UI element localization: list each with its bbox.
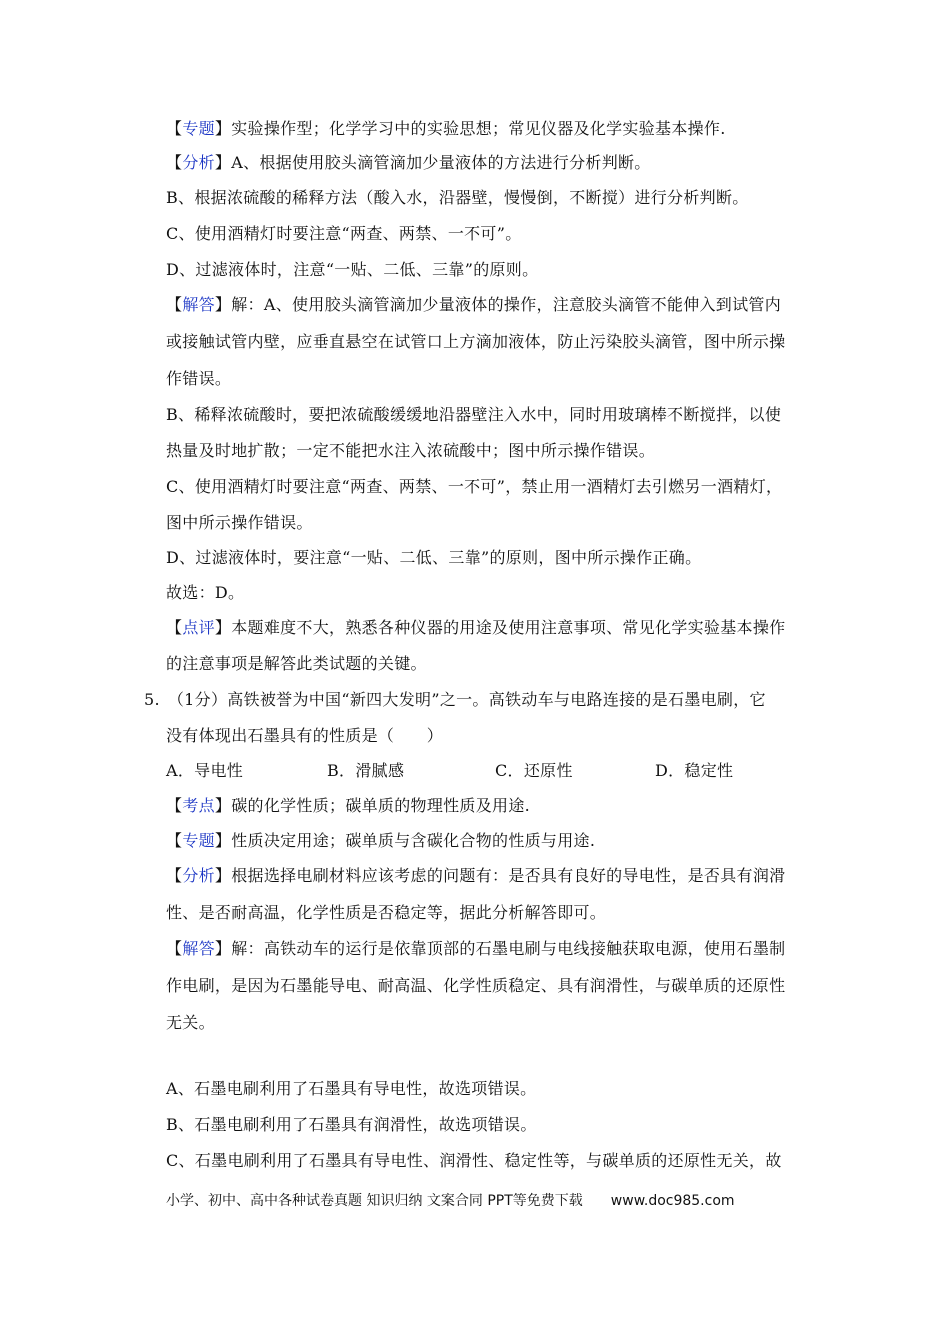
answer-text-line: 故选：D。 <box>166 583 245 602</box>
analysis-tag: 分析 <box>182 866 215 885</box>
answer-text-line: C、石墨电刷利用了石墨具有导电性、润滑性、稳定性等，与碳单质的还原性无关，故 <box>166 1151 782 1170</box>
comment-line: 【点评】本题难度不大，熟悉各种仪器的用途及使用注意事项、常见化学实验基本操作 <box>166 618 786 637</box>
answer-text-line: D、过滤液体时，要注意“一贴、二低、三靠”的原则，图中所示操作正确。 <box>166 548 702 567</box>
answer-text-line: A、石墨电刷利用了石墨具有导电性，故选项错误。 <box>166 1079 537 1098</box>
option-c: C．还原性 <box>495 761 573 780</box>
option-a: A．导电性 <box>166 761 244 780</box>
analysis-tag: 分析 <box>182 153 215 172</box>
question-stem-line: 没有体现出石墨具有的性质是（ ） <box>166 726 444 745</box>
answer-text-line: 作错误。 <box>166 369 232 388</box>
topic-tag: 专题 <box>182 831 215 850</box>
answer-text-line: 热量及时地扩散；一定不能把水注入浓硫酸中；图中所示操作错误。 <box>166 441 656 460</box>
answer-text-line: 图中所示操作错误。 <box>166 513 313 532</box>
answer-text-line: 作电刷，是因为石墨能导电、耐高温、化学性质稳定、具有润滑性，与碳单质的还原性 <box>166 976 786 995</box>
topic-line: 【专题】实验操作型；化学学习中的实验思想；常见仪器及化学实验基本操作. <box>166 119 726 138</box>
analysis-text-line: B、根据浓硫酸的稀释方法（酸入水，沿器壁，慢慢倒，不断搅）进行分析判断。 <box>166 188 749 207</box>
question-number: 5. <box>144 690 160 709</box>
analysis-text: 根据选择电刷材料应该考虑的问题有：是否具有良好的导电性，是否具有润滑 <box>231 866 786 885</box>
answer-line: 【解答】解：高铁动车的运行是依靠顶部的石墨电刷与电线接触获取电源，使用石墨制 <box>166 939 786 958</box>
option-d: D．稳定性 <box>655 761 734 780</box>
topic-line: 【专题】性质决定用途；碳单质与含碳化合物的性质与用途. <box>166 831 596 850</box>
comment-text-line: 的注意事项是解答此类试题的关键。 <box>166 654 427 673</box>
key-point-tag: 考点 <box>182 796 215 815</box>
key-point-line: 【考点】碳的化学性质；碳单质的物理性质及用途. <box>166 796 531 815</box>
option-b: B．滑腻感 <box>327 761 405 780</box>
key-point-text: 碳的化学性质；碳单质的物理性质及用途. <box>231 796 531 815</box>
footer-url[interactable]: www.doc985.com <box>610 1193 735 1209</box>
topic-tag: 专题 <box>182 119 215 138</box>
answer-text-line: B、石墨电刷利用了石墨具有润滑性，故选项错误。 <box>166 1115 537 1134</box>
analysis-text: A、根据使用胶头滴管滴加少量液体的方法进行分析判断。 <box>231 153 651 172</box>
answer-text: 解：高铁动车的运行是依靠顶部的石墨电刷与电线接触获取电源，使用石墨制 <box>231 939 786 958</box>
analysis-text-line: 性、是否耐高温，化学性质是否稳定等，据此分析解答即可。 <box>166 903 607 922</box>
answer-text-line: 或接触试管内壁，应垂直悬空在试管口上方滴加液体，防止污染胶头滴管，图中所示操 <box>166 332 786 351</box>
analysis-line: 【分析】根据选择电刷材料应该考虑的问题有：是否具有良好的导电性，是否具有润滑 <box>166 866 786 885</box>
answer-text-line: C、使用酒精灯时要注意“两查、两禁、一不可”，禁止用一酒精灯去引燃另一酒精灯， <box>166 477 783 496</box>
topic-text: 性质决定用途；碳单质与含碳化合物的性质与用途. <box>231 831 596 850</box>
footer <box>166 1191 735 1211</box>
analysis-text-line: C、使用酒精灯时要注意“两查、两禁、一不可”。 <box>166 224 522 243</box>
topic-text: 实验操作型；化学学习中的实验思想；常见仪器及化学实验基本操作. <box>231 119 726 138</box>
answer-tag: 解答 <box>182 939 215 958</box>
question-5-line <box>144 689 766 711</box>
question-stem: （1分）高铁被誉为中国“新四大发明”之一。高铁动车与电路连接的是石墨电刷，它 <box>167 690 766 709</box>
comment-text: 本题难度不大，熟悉各种仪器的用途及使用注意事项、常见化学实验基本操作 <box>231 618 786 637</box>
comment-tag: 点评 <box>182 618 215 637</box>
answer-line: 【解答】解：A、使用胶头滴管滴加少量液体的操作，注意胶头滴管不能伸入到试管内 <box>166 295 781 314</box>
footer-text: 小学、初中、高中各种试卷真题 知识归纳 文案合同 PPT等免费下载 <box>166 1193 583 1209</box>
answer-tag: 解答 <box>182 295 215 314</box>
answer-text: 解：A、使用胶头滴管滴加少量液体的操作，注意胶头滴管不能伸入到试管内 <box>231 295 781 314</box>
analysis-text-line: D、过滤液体时，注意“一贴、二低、三靠”的原则。 <box>166 260 539 279</box>
answer-text-line: B、稀释浓硫酸时，要把浓硫酸缓缓地沿器壁注入水中，同时用玻璃棒不断搅拌，以使 <box>166 405 782 424</box>
answer-text-line: 无关。 <box>166 1013 215 1032</box>
analysis-line: 【分析】A、根据使用胶头滴管滴加少量液体的方法进行分析判断。 <box>166 153 651 172</box>
